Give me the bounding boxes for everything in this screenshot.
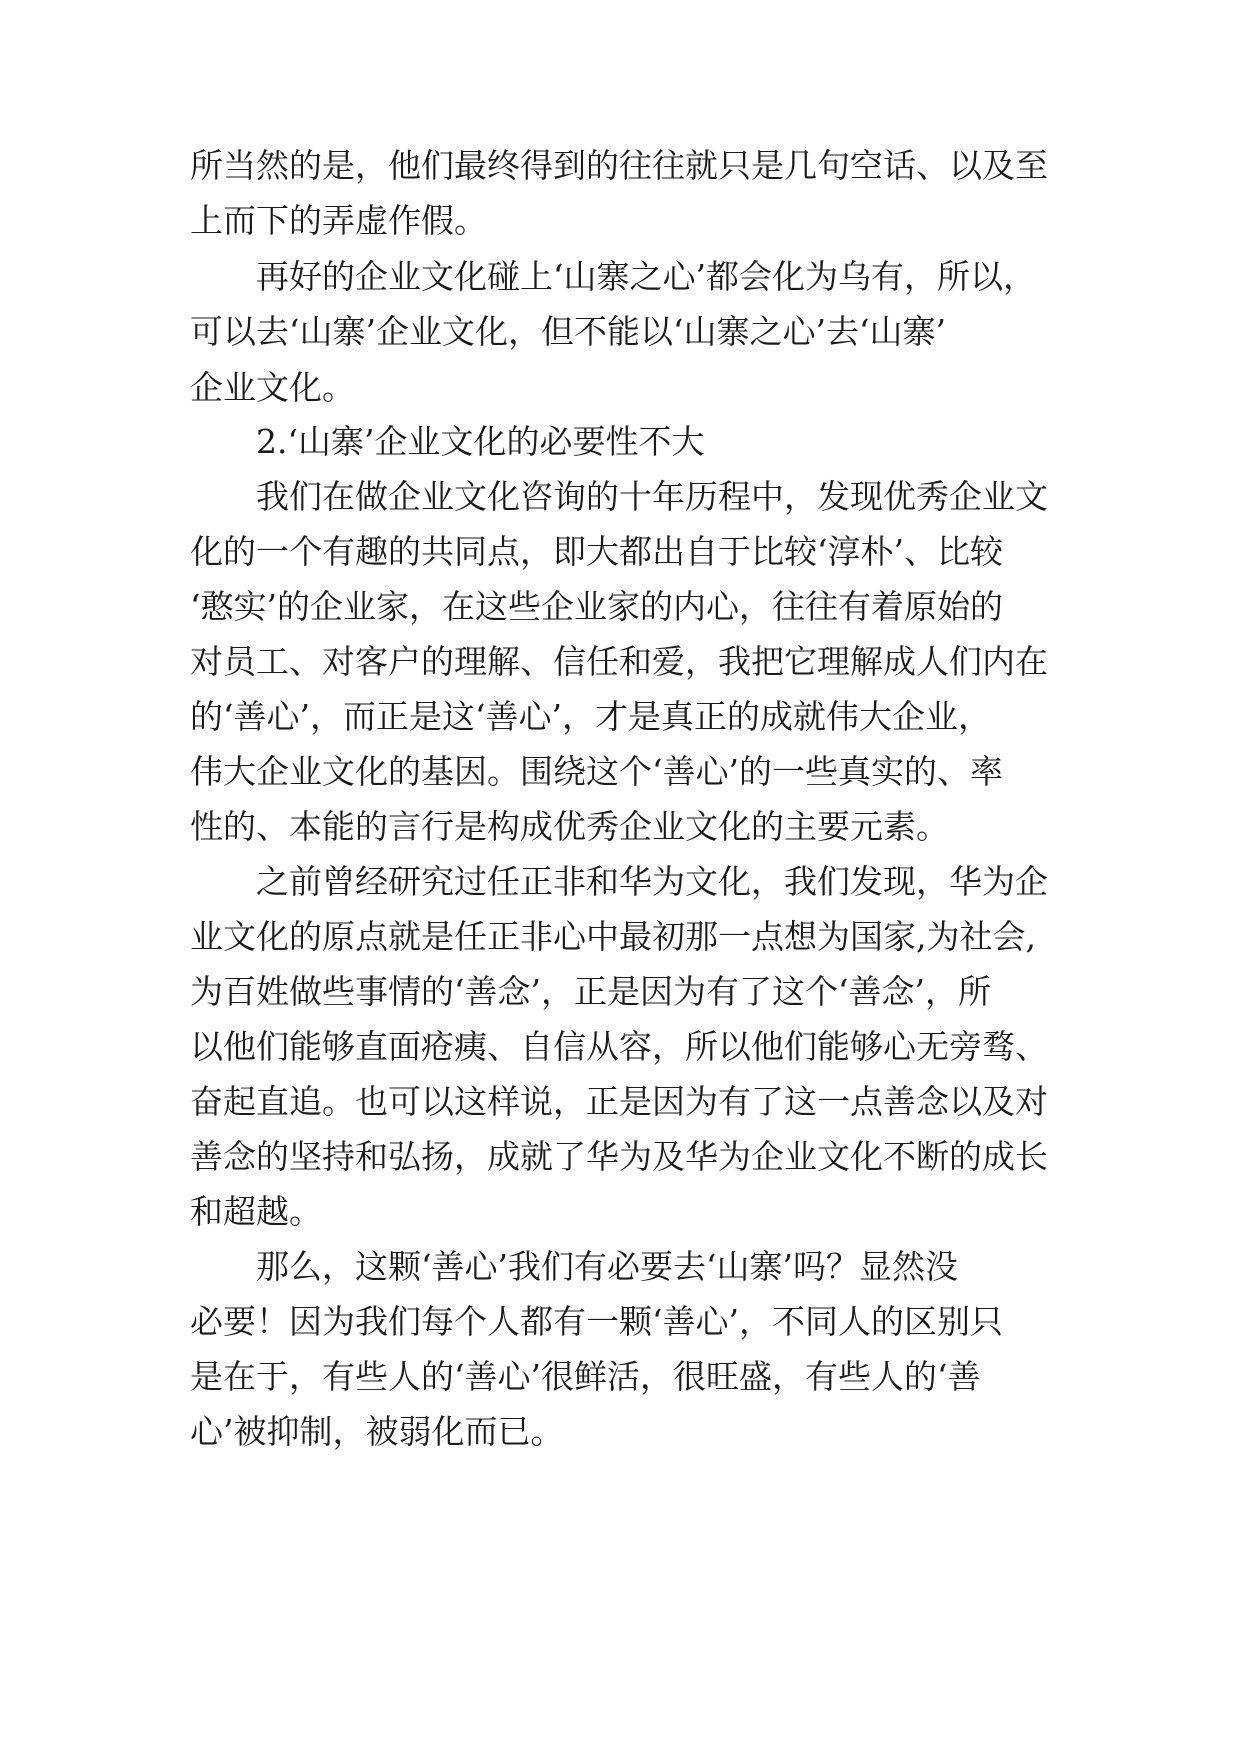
text-line: 以他们能够直面疮痍、自信从容，所以他们能够心无旁骛、 bbox=[190, 1027, 1048, 1066]
text-line: 我们在做企业文化咨询的十年历程中，发现优秀企业文 bbox=[256, 477, 1048, 516]
section-heading: 2.‘山寨’企业文化的必要性不大 bbox=[256, 422, 705, 461]
text-line: 业文化的原点就是任正非心中最初那一点想为国家,为社会, bbox=[190, 917, 1036, 956]
text-line: 的‘善心’，而正是这‘善心’，才是真正的成就伟大企业， bbox=[190, 697, 991, 736]
text-line: 化的一个有趣的共同点，即大都出自于比较‘淳朴’、比较 bbox=[190, 532, 1003, 571]
text-line: 可以去‘山寨’企业文化，但不能以‘山寨之心’去‘山寨’ bbox=[190, 312, 946, 351]
text-line: 那么，这颗‘善心’我们有必要去‘山寨’吗？显然没 bbox=[256, 1247, 958, 1286]
text-line: 所当然的是，他们最终得到的往往就只是几句空话、以及至 bbox=[190, 146, 1048, 185]
text-line: 和超越。 bbox=[190, 1192, 322, 1231]
text-line: ‘憨实’的企业家，在这些企业家的内心，往往有着原始的 bbox=[190, 587, 1003, 626]
text-line: 善念的坚持和弘扬，成就了华为及华为企业文化不断的成长 bbox=[190, 1137, 1048, 1176]
text-line: 是在于，有些人的‘善心’很鲜活，很旺盛，有些人的‘善 bbox=[190, 1357, 981, 1396]
text-line: 必要！因为我们每个人都有一颗‘善心’，不同人的区别只 bbox=[190, 1302, 1003, 1341]
text-line: 性的、本能的言行是构成优秀企业文化的主要元素。 bbox=[190, 807, 949, 846]
text-line: 心’被抑制，被弱化而已。 bbox=[190, 1412, 564, 1451]
text-line: 之前曾经研究过任正非和华为文化，我们发现，华为企 bbox=[256, 862, 1048, 901]
text-line: 伟大企业文化的基因。围绕这个‘善心’的一些真实的、率 bbox=[190, 752, 1003, 791]
text-line: 企业文化。 bbox=[190, 368, 355, 407]
text-line: 再好的企业文化碰上‘山寨之心’都会化为乌有，所以， bbox=[256, 257, 1036, 296]
text-line: 上而下的弄虚作假。 bbox=[190, 201, 487, 240]
text-line: 奋起直追。也可以这样说，正是因为有了这一点善念以及对 bbox=[190, 1082, 1048, 1121]
text-line: 对员工、对客户的理解、信任和爱，我把它理解成人们内在 bbox=[190, 642, 1048, 681]
text-line: 为百姓做些事情的‘善念’，正是因为有了这个‘善念’，所 bbox=[190, 972, 991, 1011]
